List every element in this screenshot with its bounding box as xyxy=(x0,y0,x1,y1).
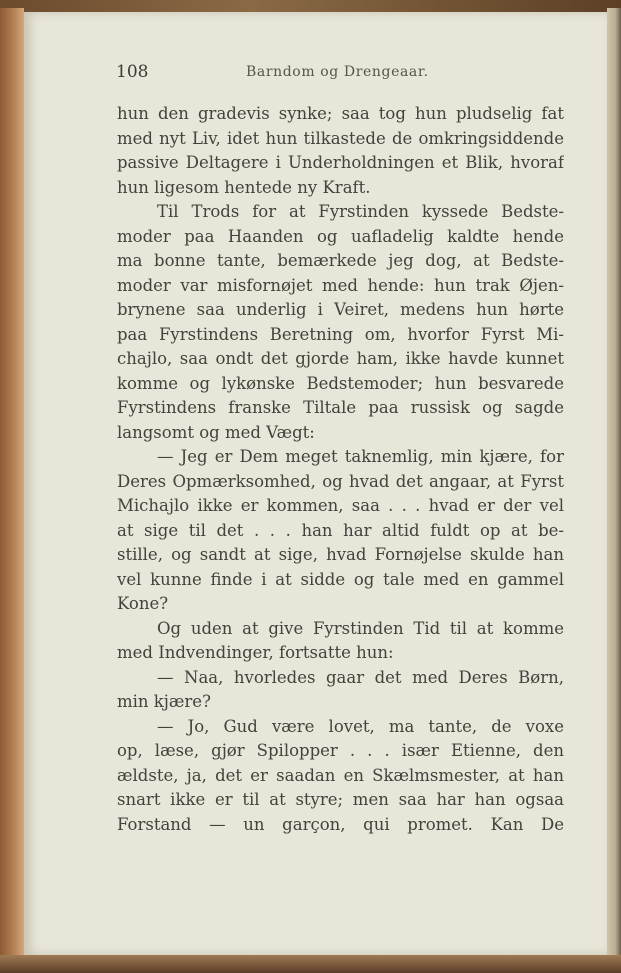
text-line: Deres Opmærksomhed, og hvad det angaar, at Fyrst xyxy=(117,471,564,491)
text-line: Til Trods for at Fyrstinden kyssede Bedste- xyxy=(157,202,564,221)
text-line: ma bonne tante, bemærkede jeg dog, at Bedste- xyxy=(117,251,564,270)
book-cover-top xyxy=(0,0,621,12)
text-line: hun den gradevis synke; saa tog hun pludselig fat xyxy=(117,104,564,123)
text-line: chajlo, saa ondt det gjorde ham, ikke havde kunnet xyxy=(117,349,564,368)
text-line: komme og lykønske Bedstemoder; hun besvarede xyxy=(117,373,564,393)
text-line: moder paa Haanden og uafladelig kaldte hende xyxy=(117,226,564,246)
body-text xyxy=(117,102,564,837)
text-line: — Jeg er Dem meget taknemlig, min kjære, for xyxy=(157,447,564,466)
text-line: at sige til det . . . han har altid fuldt op at be- xyxy=(117,520,564,540)
text-line: snart ikke er til at styre; men saa har han ogsaa xyxy=(117,790,564,809)
book-bottom-edge xyxy=(0,955,621,973)
text-line: min kjære? xyxy=(117,692,211,711)
text-line: stille, og sandt at sige, hvad Fornøjelse skulde han xyxy=(117,545,564,564)
text-line: passive Deltagere i Underholdningen et Blik, hvoraf xyxy=(117,153,564,172)
page-edges xyxy=(607,8,621,958)
text-line: Forstand — un garçon, qui promet. Kan De xyxy=(117,814,564,834)
text-line: Fyrstindens franske Tiltale paa russisk og sagde xyxy=(117,398,564,417)
text-line: Og uden at give Fyrstinden Tid til at komme xyxy=(157,618,564,638)
running-head: Barndom og Drengeaar. xyxy=(246,64,429,80)
text-line: — Jo, Gud være lovet, ma tante, de voxe xyxy=(157,716,564,736)
text-line: — Naa, hvorledes gaar det med Deres Børn, xyxy=(157,667,564,687)
text-line: moder var misfornøjet med hende: hun trak Øjen- xyxy=(117,275,564,295)
text-line: med nyt Liv, idet hun tilkastede de omkringsiddende xyxy=(117,128,564,148)
text-line: vel kunne finde i at sidde og tale med en gammel xyxy=(117,569,564,589)
text-line: hun ligesom hentede ny Kraft. xyxy=(117,177,371,197)
page-number: 108 xyxy=(116,62,149,82)
text-line: langsomt og med Vægt: xyxy=(117,422,315,442)
text-line: ældste, ja, det er saadan en Skælmsmester, at han xyxy=(117,765,564,785)
text-line: med Indvendinger, fortsatte hun: xyxy=(117,643,394,662)
text-line: Michajlo ikke er kommen, saa . . . hvad er der vel xyxy=(117,496,564,515)
text-line: brynene saa underlig i Veiret, medens hun hørte xyxy=(117,300,564,319)
text-line: Kone? xyxy=(117,594,169,613)
book-spine xyxy=(0,8,24,958)
text-line: op, læse, gjør Spilopper . . . især Etienne, den xyxy=(117,741,564,760)
text-line: paa Fyrstindens Beretning om, hvorfor Fyrst Mi- xyxy=(117,324,564,344)
page-header xyxy=(116,62,556,84)
book-page xyxy=(24,12,607,955)
